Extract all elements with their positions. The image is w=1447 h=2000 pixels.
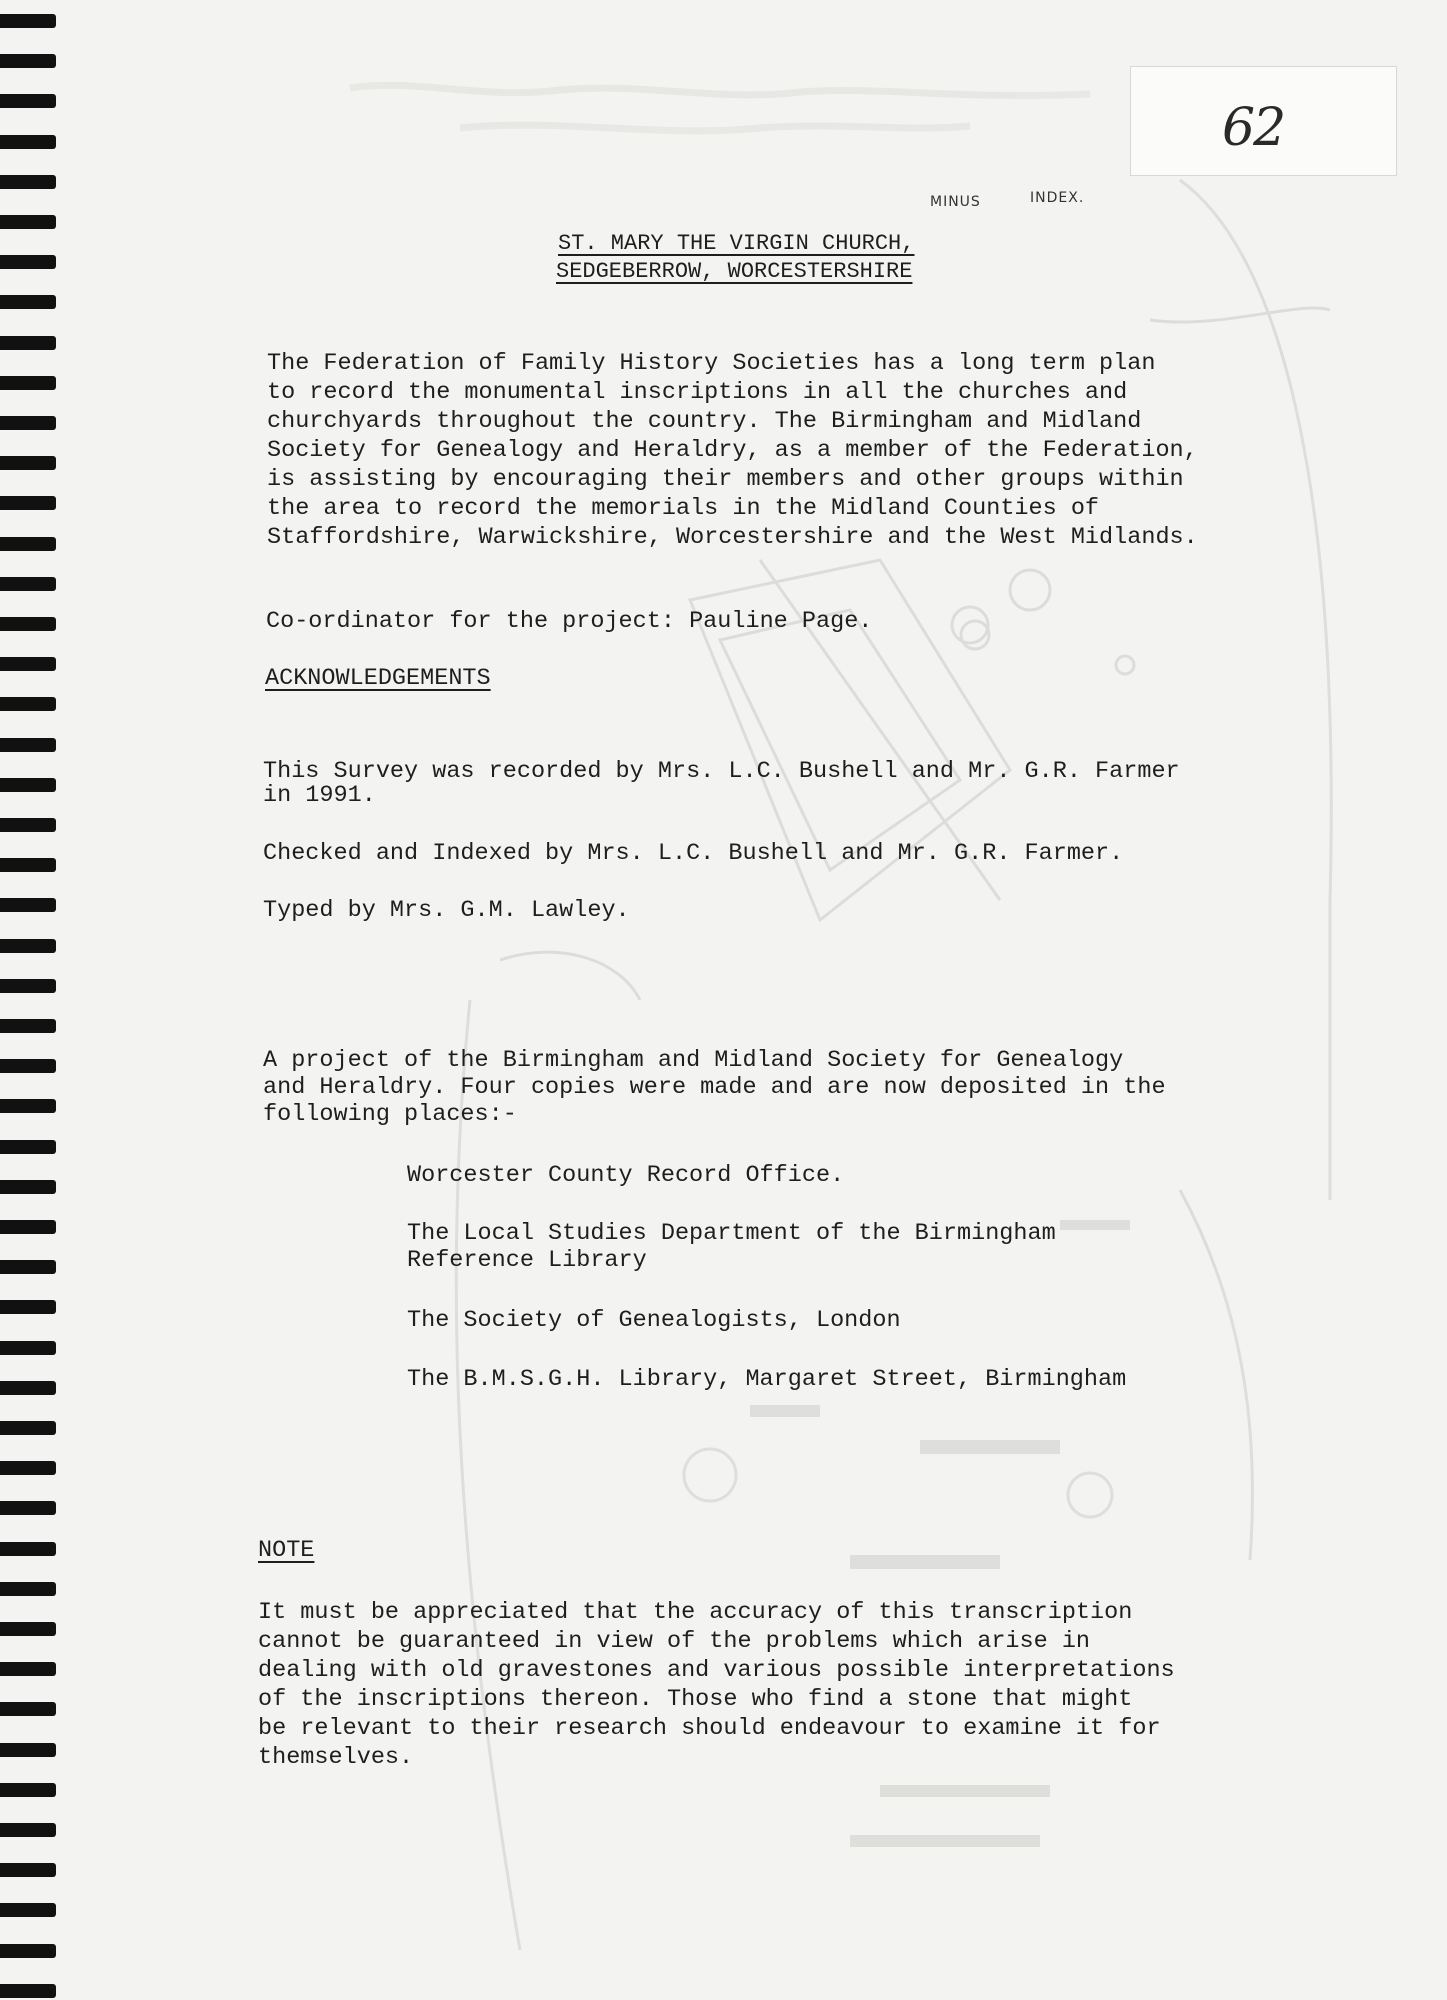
note-line: of the inscriptions thereon. Those who find a stone that might xyxy=(258,1686,1133,1713)
survey-line: in 1991. xyxy=(263,782,376,809)
handwritten-note-minus: MINUS xyxy=(930,194,981,210)
intro-line: is assisting by encouraging their members and other groups within xyxy=(267,466,1184,493)
intro-line: to record the monumental inscriptions in all the churches and xyxy=(267,379,1128,406)
deposit-place-item: The B.M.S.G.H. Library, Margaret Street, Birmingham xyxy=(407,1366,1127,1393)
project-line: and Heraldry. Four copies were made and are now deposited in the xyxy=(263,1074,1166,1101)
handwritten-note-index: INDEX. xyxy=(1030,190,1085,206)
note-heading-text: NOTE xyxy=(258,1537,315,1564)
project-line: following places:- xyxy=(263,1101,517,1128)
acknowledgements-heading-text: ACKNOWLEDGEMENTS xyxy=(265,665,491,692)
intro-line: Society for Genealogy and Heraldry, as a member of the Federation, xyxy=(267,437,1198,464)
deposit-place-item: Reference Library xyxy=(407,1247,647,1274)
note-heading xyxy=(258,1537,314,1565)
intro-line: the area to record the memorials in the Midland Counties of xyxy=(267,495,1100,522)
title-line-1 xyxy=(558,230,914,258)
project-line: A project of the Birmingham and Midland Society for Genealogy xyxy=(263,1047,1124,1074)
survey-line: This Survey was recorded by Mrs. L.C. Bushell and Mr. G.R. Farmer xyxy=(263,758,1180,785)
title-location: SEDGEBERROW, WORCESTERSHIRE xyxy=(556,259,913,284)
note-line: themselves. xyxy=(258,1744,414,1771)
deposit-place-item: The Local Studies Department of the Birmingham xyxy=(407,1220,1056,1247)
title-church-name: ST. MARY THE VIRGIN CHURCH, xyxy=(558,231,915,256)
deposit-place-item: The Society of Genealogists, London xyxy=(407,1307,901,1334)
note-line: be relevant to their research should endeavour to examine it for xyxy=(258,1715,1161,1742)
checked-line: Checked and Indexed by Mrs. L.C. Bushell and Mr. G.R. Farmer. xyxy=(263,840,1124,867)
intro-line: churchyards throughout the country. The Birmingham and Midland xyxy=(267,408,1142,435)
note-line: cannot be guaranteed in view of the problems which arise in xyxy=(258,1628,1091,1655)
title-line-2 xyxy=(556,258,912,286)
intro-line: The Federation of Family History Societies has a long term plan xyxy=(267,350,1156,377)
intro-line: Staffordshire, Warwickshire, Worcestershire and the West Midlands. xyxy=(267,524,1198,551)
acknowledgements-heading xyxy=(265,665,491,693)
page-number: 62 xyxy=(1222,98,1285,158)
typed-line: Typed by Mrs. G.M. Lawley. xyxy=(263,897,630,924)
note-line: It must be appreciated that the accuracy of this transcription xyxy=(258,1599,1133,1626)
note-line: dealing with old gravestones and various possible interpretations xyxy=(258,1657,1175,1684)
coordinator-line: Co-ordinator for the project: Pauline Page. xyxy=(266,608,873,635)
deposit-place-item: Worcester County Record Office. xyxy=(407,1162,845,1189)
